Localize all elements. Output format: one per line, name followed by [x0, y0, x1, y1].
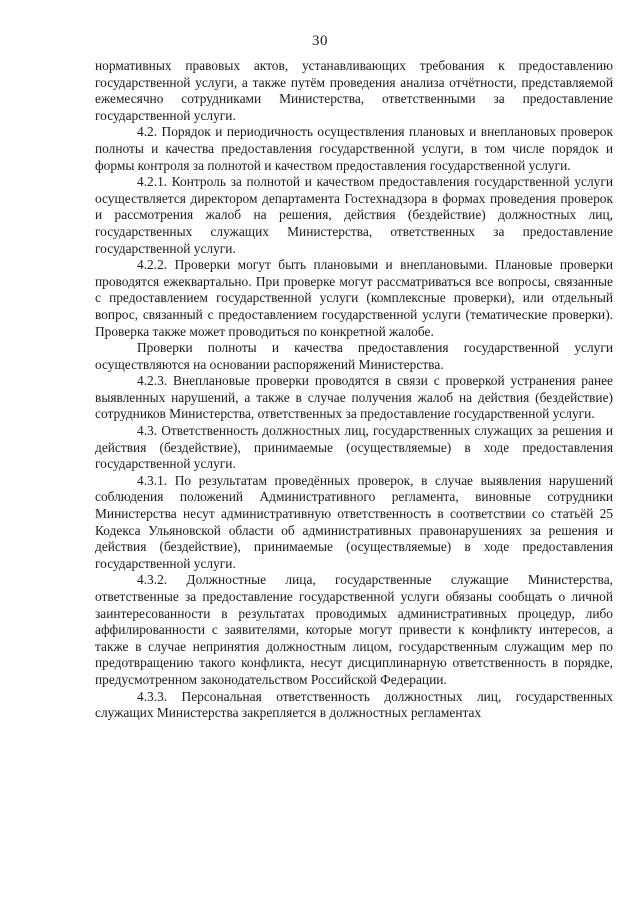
paragraph-4-2: 4.2. Порядок и периодичность осуществления плановых и внеплановых проверок полноты и качества предоставления государственной услуги, в том числе порядок и формы контроля за полнотой и качеством предоставления государственной услуги.: [95, 124, 613, 173]
paragraph-4-2-1: 4.2.1. Контроль за полнотой и качеством предоставления государственной услуги осуществляется директором департамента Гостехнадзора в формах проведения проверок и рассмотрения жалоб на решения, действия (бездействие) должностных лиц, государственных служащих Министерства, ответственных за предоставление государственной услуги.: [95, 174, 613, 256]
document-body: [95, 58, 613, 722]
paragraph-inspections-basis: Проверки полноты и качества предоставления государственной услуги осуществляются на основании распоряжений Министерства.: [95, 340, 613, 372]
page-number: 30: [312, 33, 328, 49]
paragraph-4-3-1: 4.3.1. По результатам проведённых проверок, в случае выявления нарушений соблюдения положений Административного регламента, виновные сотрудники Министерства несут административную ответственность в соответствии со статьёй 25 Кодекса Ульяновской области об административных правонарушениях за решения и действия (бездействие), принимаемые (осуществляемые) в ходе предоставления государственной услуги.: [95, 472, 613, 571]
paragraph-4-3: 4.3. Ответственность должностных лиц, государственных служащих за решения и действия (бездействие), принимаемые (осуществляемые) в ходе предоставления государственной услуги.: [95, 423, 613, 472]
paragraph-4-2-2: 4.2.2. Проверки могут быть плановыми и внеплановыми. Плановые проверки проводятся ежеквартально. При проверке могут рассматриваться все вопросы, связанные с предоставлением государственной услуги (комплексные проверки), или отдельный вопрос, связанный с предоставлением государственной услуги (тематические проверки). Проверка также может проводиться по конкретной жалобе.: [95, 257, 613, 339]
paragraph-4-3-2: 4.3.2. Должностные лица, государственные служащие Министерства, ответственные за предоставление государственной услуги обязаны сообщать о личной заинтересованности в результатах проводимых административных процедур, либо аффилированности с заявителями, которые могут привести к конфликту интересов, а также в случае непринятия должностным лицом, государственным служащим мер по предотвращению такого конфликта, несут дисциплинарную ответственность в порядке, предусмотренном законодательством Российской Федерации.: [95, 572, 613, 687]
paragraph-4-3-3: 4.3.3. Персональная ответственность должностных лиц, государственных служащих Министерства закрепляется в должностных регламентах: [95, 688, 613, 721]
paragraph-4-2-3: 4.2.3. Внеплановые проверки проводятся в связи с проверкой устранения ранее выявленных нарушений, а также в случае получения жалоб на действия (бездействие) сотрудников Министерства, ответственных за предоставление государственной услуги.: [95, 373, 613, 422]
paragraph-continuation: нормативных правовых актов, устанавливающих требования к предоставлению государственной услуги, а также путём проведения анализа отчётности, представляемой ежемесячно сотрудниками Министерства, ответственными за предоставление государственной услуги.: [95, 58, 613, 123]
